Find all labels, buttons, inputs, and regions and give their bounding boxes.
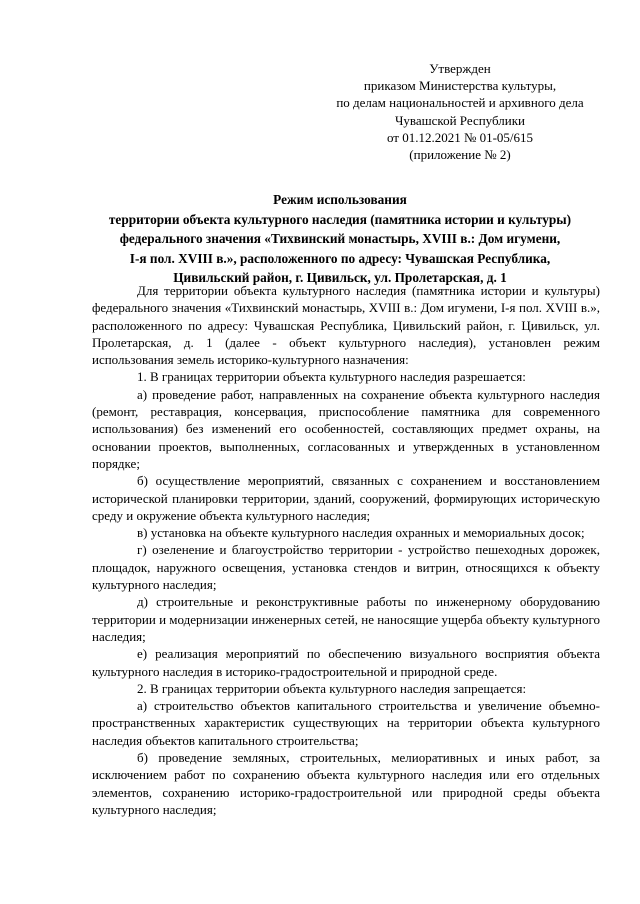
section-heading-permitted: 1. В границах территории объекта культурного наследия разрешается: — [137, 369, 526, 385]
title-line: Цивильский район, г. Цивильск, ул. Пролетарская, д. 1 — [173, 270, 507, 285]
title-line: территории объекта культурного наследия (памятника истории и культуры) — [108, 211, 572, 227]
list-item: в) установка на объекте культурного наследия охранных и мемориальных досок; — [137, 525, 585, 541]
approval-line: Чувашской Республики — [394, 112, 526, 128]
approval-block — [320, 60, 600, 163]
title-line: федерального значения «Тихвинский монастырь, XVIII в.: Дом игумени, — [119, 231, 561, 246]
approval-line: приказом Министерства культуры, — [363, 78, 557, 94]
approval-line: по делам национальностей и архивного дела — [336, 95, 584, 111]
list-item: е) реализация мероприятий по обеспечению визуального восприятия объекта культурного наследия в историко-градостроительной и природной среде. — [92, 646, 600, 679]
list-item: д) строительные и реконструктивные работы по инженерному оборудованию территории и модернизации инженерных сетей, не наносящие ущерба объекту культурного наследия; — [92, 594, 601, 644]
document-title — [80, 190, 600, 288]
approval-line: Утвержден — [429, 61, 491, 76]
list-item: г) озеленение и благоустройство территории - устройство пешеходных дорожек, площадок, наружного освещения, установка стендов и витрин, относящихся к объекту культурного наследия; — [92, 542, 600, 593]
list-item: б) осуществление мероприятий, связанных с сохранением и восстановлением исторической планировки территории, зданий, сооружений, формирующих историческую среду и окружение объекта культурного наследия; — [92, 473, 600, 523]
list-item: а) проведение работ, направленных на сохранение объекта культурного наследия (ремонт, реставрация, консервация, приспособление памятника для современного использования) без изменений его особенностей, составляющих предмет охраны, на основании проектов, выполненных, согласованных и утвержденных в установленном порядке; — [92, 386, 600, 471]
list-item: а) строительство объектов капитального строительства и увеличение объемно-пространственных характеристик существующих на территории объекта культурного наследия объектов капитального строительства; — [92, 698, 600, 748]
intro-paragraph: Для территории объекта культурного наследия (памятника истории и культуры) федерального значения «Тихвинский монастырь, XVIII в.: Дом игумени, I-я пол. XVIII в.», расположенного по адресу: Чувашская Республика, Цивильский район, г. Цивильск, ул. Пролетарская, д. 1 (далее - объект культурного наследия), установлен режим использования земель историко-культурного назначения: — [92, 283, 600, 368]
approval-line: от 01.12.2021 № 01-05/615 — [386, 129, 534, 145]
approval-line: (приложение № 2) — [409, 147, 511, 163]
title-line: I-я пол. XVIII в.», расположенного по адресу: Чувашская Республика, — [129, 250, 551, 266]
section-heading-prohibited: 2. В границах территории объекта культурного наследия запрещается: — [137, 680, 527, 696]
document-body — [92, 282, 600, 818]
list-item: б) проведение земляных, строительных, мелиоративных и иных работ, за исключением работ по сохранению объекта культурного наследия или его отдельных элементов, сохранению историко-градостроительной или природной среды объекта культурного наследия; — [92, 750, 600, 817]
title-line: Режим использования — [273, 192, 407, 207]
